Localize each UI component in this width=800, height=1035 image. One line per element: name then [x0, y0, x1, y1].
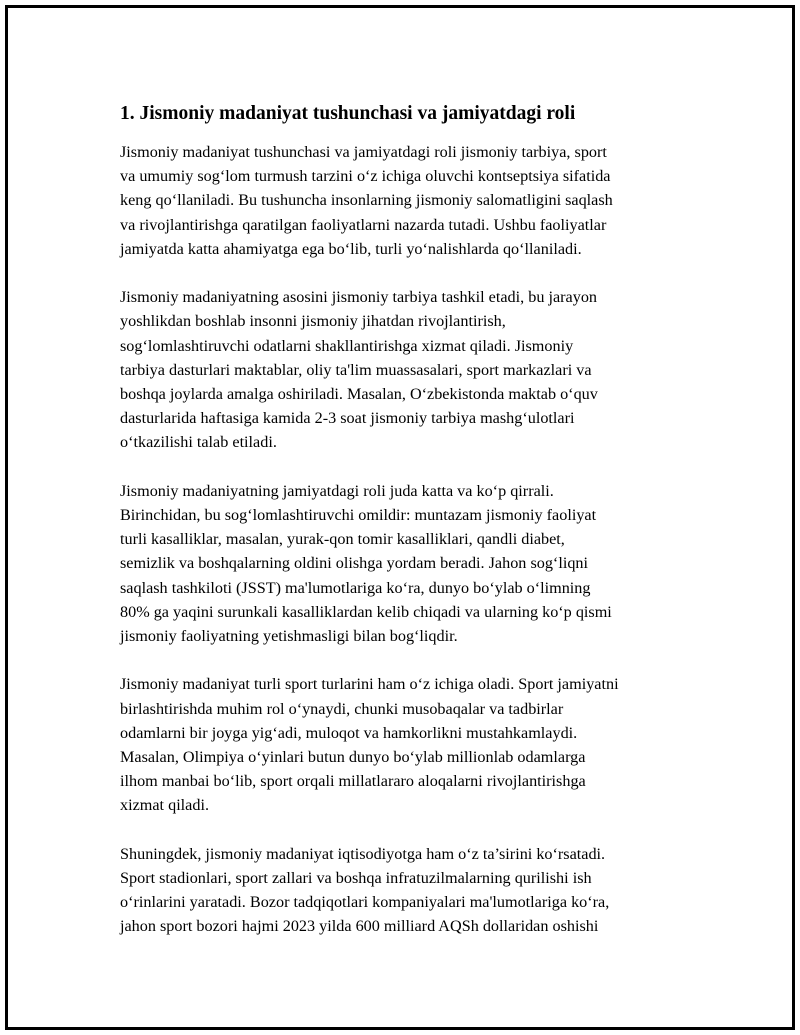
paragraph-2: Jismoniy madaniyatning asosini jismoniy tarbiya tashkil etadi, bu jarayon yoshlikdan boshlab insonni jismoniy jihatdan rivojlantirish, sog‘lomlashtiruvchi odatlarni shakllantirishga xizmat qiladi. Jismoniy tarbiya dasturlari maktablar, oliy ta'lim muassasalari, sport markazlari va boshqa joylarda amalga oshiriladi. Masalan, O‘zbekistonda maktab o‘quv dasturlarida haftasiga kamida 2-3 soat jismoniy tarbiya mashg‘ulotlari o‘tkazilishi talab etiladi. — [120, 288, 598, 452]
paragraph-5: Shuningdek, jismoniy madaniyat iqtisodiyotga ham o‘z ta’sirini ko‘rsatadi. Sport stadionlari, sport zallari va boshqa infratuzilmalarning qurilishi ish o‘rinlarini yaratadi. Bozor tadqiqotlari kompaniyalari ma'lumotlariga ko‘ra, jahon sport bozori hajmi 2023 yilda 600 milliard AQSh dollaridan oshishi — [120, 844, 610, 936]
document-body — [120, 100, 700, 963]
paragraph-3: Jismoniy madaniyatning jamiyatdagi roli juda katta va ko‘p qirrali. Birinchidan, bu sog‘lomlashtiruvchi omildir: muntazam jismoniy faoliyat turli kasalliklar, masalan, yurak-qon tomir kasalliklari, qandli diabet, semizlik va boshqalarning oldini olishga yordam beradi. Jahon sog‘liqni saqlash tashkiloti (JSST) ma'lumotlariga ko‘ra, dunyo bo‘ylab o‘limning 80% ga yaqini surunkali kasalliklardan kelib chiqadi va ularning ko‘p qismi jismoniy faoliyatning yetishmasligi bilan bog‘liqdir. — [120, 481, 612, 646]
section-heading: 1. Jismoniy madaniyat tushunchasi va jamiyatdagi roli — [120, 103, 576, 124]
paragraph-1: Jismoniy madaniyat tushunchasi va jamiyatdagi roli jismoniy tarbiya, sport va umumiy sog‘lom turmush tarzini o‘z ichiga oluvchi kontseptsiya sifatida keng qo‘llaniladi. Bu tushuncha insonlarning jismoniy salomatligini saqlash va rivojlantirishga qaratilgan faoliyatlarni nazarda tutadi. Ushbu faoliyatlar jamiyatda katta ahamiyatga ega bo‘lib, turli yo‘nalishlarda qo‘llaniladi. — [120, 143, 613, 258]
paragraph-4: Jismoniy madaniyat turli sport turlarini ham o‘z ichiga oladi. Sport jamiyatni birlashtirishda muhim rol o‘ynaydi, chunki musobaqalar va tadbirlar odamlarni bir joyga yig‘adi, muloqot va hamkorlikni mustahkamlaydi. Masalan, Olimpiya o‘yinlari butun dunyo bo‘ylab millionlab odamlarga ilhom manbai bo‘lib, sport orqali millatlararo aloqalarni rivojlantirishga xizmat qiladi. — [120, 675, 619, 815]
page-frame — [5, 5, 795, 1030]
